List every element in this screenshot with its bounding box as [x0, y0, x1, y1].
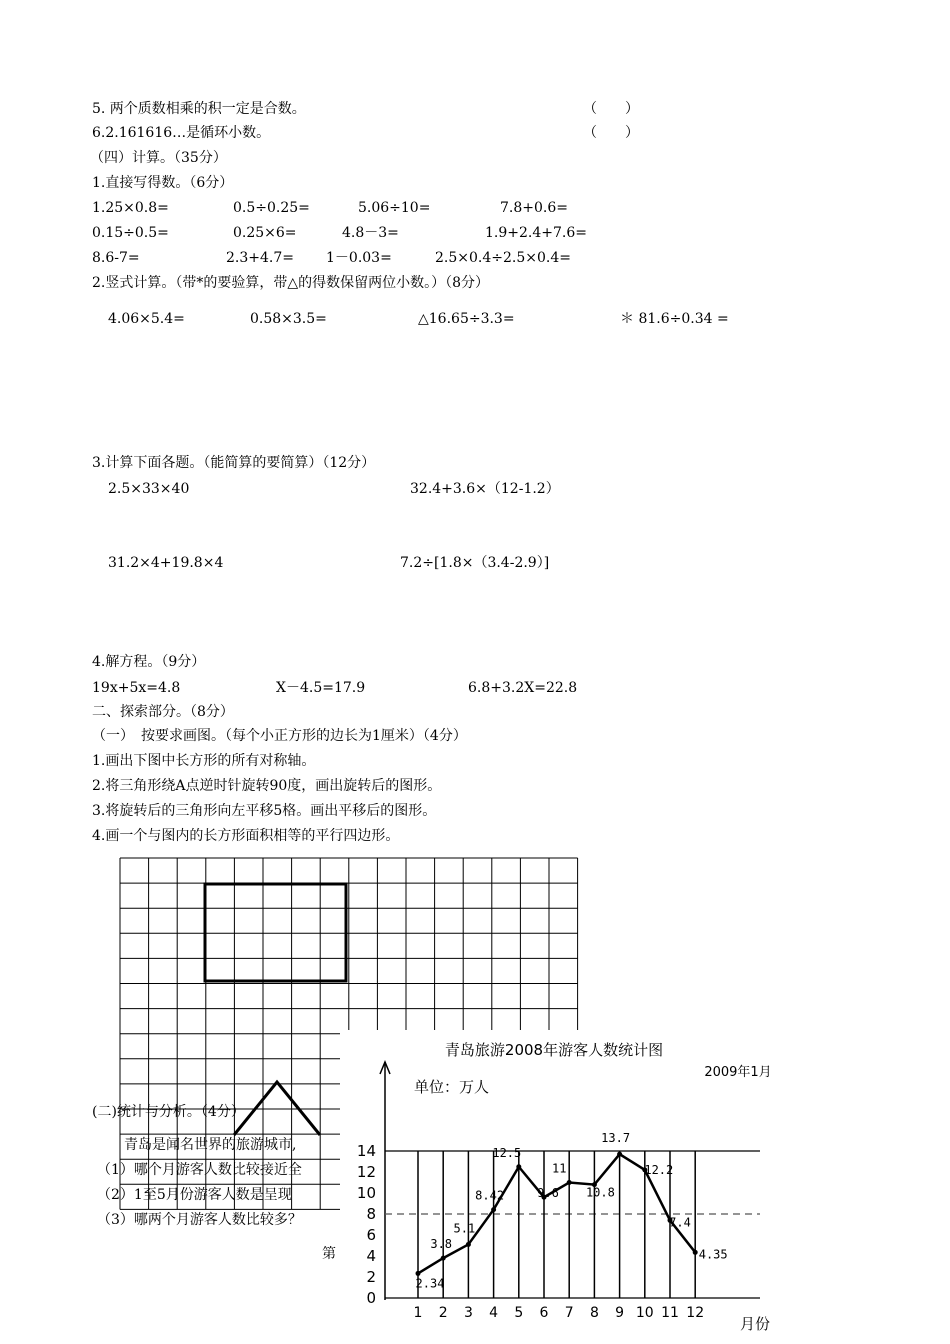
data-label: 13.7	[601, 1131, 631, 1146]
vertical-item: 0.58×3.5=	[250, 311, 327, 327]
chart-unit: 单位：万人	[414, 1078, 490, 1096]
data-label: 10.8	[585, 1185, 615, 1200]
stats-question-1: （1）哪个月游客人数比较接近全	[97, 1162, 302, 1178]
simplify-item: 32.4+3.6×（12-1.2）	[410, 481, 560, 497]
x-tick-label: 4	[489, 1305, 499, 1321]
y-tick-label: 0	[366, 1289, 376, 1307]
data-label: 2.34	[415, 1276, 445, 1291]
data-point	[617, 1152, 622, 1157]
direct-item: 1－0.03=	[326, 250, 392, 266]
data-label: 9.6	[537, 1186, 559, 1201]
direct-item: 1.9+2.4+7.6=	[485, 225, 587, 241]
stats-question-2: （2）1至5月份游客人数是呈现	[97, 1187, 292, 1203]
data-point	[567, 1180, 572, 1185]
stats-intro: 青岛是闻名世界的旅游城市,	[124, 1137, 297, 1153]
answer-blank-6[interactable]: （ ）	[583, 125, 639, 141]
direct-item: 0.15÷0.5=	[92, 225, 169, 241]
question-5: 5. 两个质数相乘的积一定是合数。	[92, 101, 306, 117]
direct-item: 2.5×0.4÷2.5×0.4=	[435, 250, 571, 266]
data-point	[693, 1250, 698, 1255]
x-tick-label: 11	[661, 1305, 679, 1321]
data-label: 7.4	[669, 1215, 691, 1230]
x-tick-label: 9	[615, 1305, 625, 1321]
simplify-item: 2.5×33×40	[108, 481, 190, 497]
simplify-item: 7.2÷[1.8×（3.4-2.9）]	[400, 555, 550, 571]
data-label: 4.35	[698, 1247, 728, 1262]
x-tick-label: 7	[564, 1305, 574, 1321]
direct-item: 5.06÷10=	[358, 200, 431, 216]
x-tick-label: 3	[463, 1305, 473, 1321]
data-point	[416, 1271, 421, 1276]
simplify-title: 3.计算下面各题。（能简算的要简算）（12分）	[92, 455, 376, 471]
direct-title: 1.直接写得数。（6分）	[92, 175, 234, 191]
y-tick-label: 14	[356, 1142, 376, 1160]
vertical-item: ＊ 81.6÷0.34 =	[620, 311, 729, 327]
stats-title: (二)统计与分析。（4分）	[92, 1104, 245, 1120]
direct-item: 0.5÷0.25=	[233, 200, 310, 216]
direct-item: 0.25×6=	[233, 225, 297, 241]
data-point	[441, 1256, 446, 1261]
vertical-item: 4.06×5.4=	[108, 311, 185, 327]
y-tick-label: 4	[366, 1247, 376, 1265]
y-tick-label: 12	[356, 1163, 376, 1181]
drawing-task: 3.将旋转后的三角形向左平移5格。画出平移后的图形。	[92, 803, 437, 819]
x-tick-label: 10	[635, 1305, 654, 1321]
equation-item: X－4.5=17.9	[276, 680, 366, 696]
answer-blank-5[interactable]: （ ）	[583, 101, 639, 117]
drawing-title: （一） 按要求画图。（每个小正方形的边长为1厘米）（4分）	[92, 728, 467, 744]
simplify-item: 31.2×4+19.8×4	[108, 555, 224, 571]
vertical-item: △16.65÷3.3=	[418, 311, 515, 327]
data-label: 3.8	[430, 1237, 453, 1252]
question-6: 6.2.161616…是循环小数。	[92, 125, 271, 141]
tourist-chart	[340, 1030, 810, 1344]
direct-item: 4.8－3=	[342, 225, 399, 241]
chart-date: 2009年1月	[704, 1065, 772, 1080]
x-tick-label: 2	[438, 1305, 448, 1321]
data-point	[491, 1207, 496, 1212]
drawing-task: 2.将三角形绕A点逆时针旋转90度，画出旋转后的图形。	[92, 778, 442, 794]
y-tick-label: 10	[356, 1184, 376, 1202]
direct-item: 7.8+0.6=	[500, 200, 568, 216]
chart-canvas	[340, 1030, 810, 1344]
direct-item: 2.3+4.7=	[226, 250, 294, 266]
x-tick-label: 5	[514, 1305, 524, 1321]
direct-item: 1.25×0.8=	[92, 200, 169, 216]
data-point	[516, 1164, 521, 1169]
x-tick-label: 8	[589, 1305, 599, 1321]
x-tick-label: 12	[686, 1305, 705, 1321]
x-tick-label: 6	[539, 1305, 549, 1321]
data-label: 12.5	[492, 1145, 522, 1160]
drawing-task: 1.画出下图中长方形的所有对称轴。	[92, 753, 316, 769]
direct-item: 8.6-7=	[92, 250, 140, 266]
data-label: 5.1	[453, 1221, 476, 1236]
rectangle-shape	[205, 884, 346, 981]
page-footer: 第	[322, 1246, 336, 1262]
data-label: 12.2	[644, 1162, 674, 1177]
equation-item: 6.8+3.2X=22.8	[468, 680, 578, 696]
y-tick-label: 8	[366, 1205, 376, 1223]
data-point	[466, 1242, 471, 1247]
drawing-task: 4.画一个与图内的长方形面积相等的平行四边形。	[92, 828, 400, 844]
equations-title: 4.解方程。（9分）	[92, 654, 206, 670]
data-label: 8.42	[475, 1188, 505, 1203]
chart-title: 青岛旅游2008年游客人数统计图	[444, 1041, 664, 1059]
vertical-title: 2.竖式计算。（带*的要验算，带△的得数保留两位小数。）（8分）	[92, 275, 490, 291]
calc-heading: （四）计算。（35分）	[90, 150, 227, 166]
explore-heading: 二、探索部分。（8分）	[92, 704, 234, 720]
y-tick-label: 2	[366, 1268, 376, 1286]
chart-xlabel: 月份	[739, 1315, 771, 1333]
data-label: 11	[551, 1161, 567, 1176]
y-tick-label: 6	[366, 1226, 376, 1244]
x-tick-label: 1	[413, 1305, 423, 1321]
equation-item: 19x+5x=4.8	[92, 680, 181, 696]
stats-question-3: （3）哪两个月游客人数比较多？	[97, 1212, 302, 1228]
